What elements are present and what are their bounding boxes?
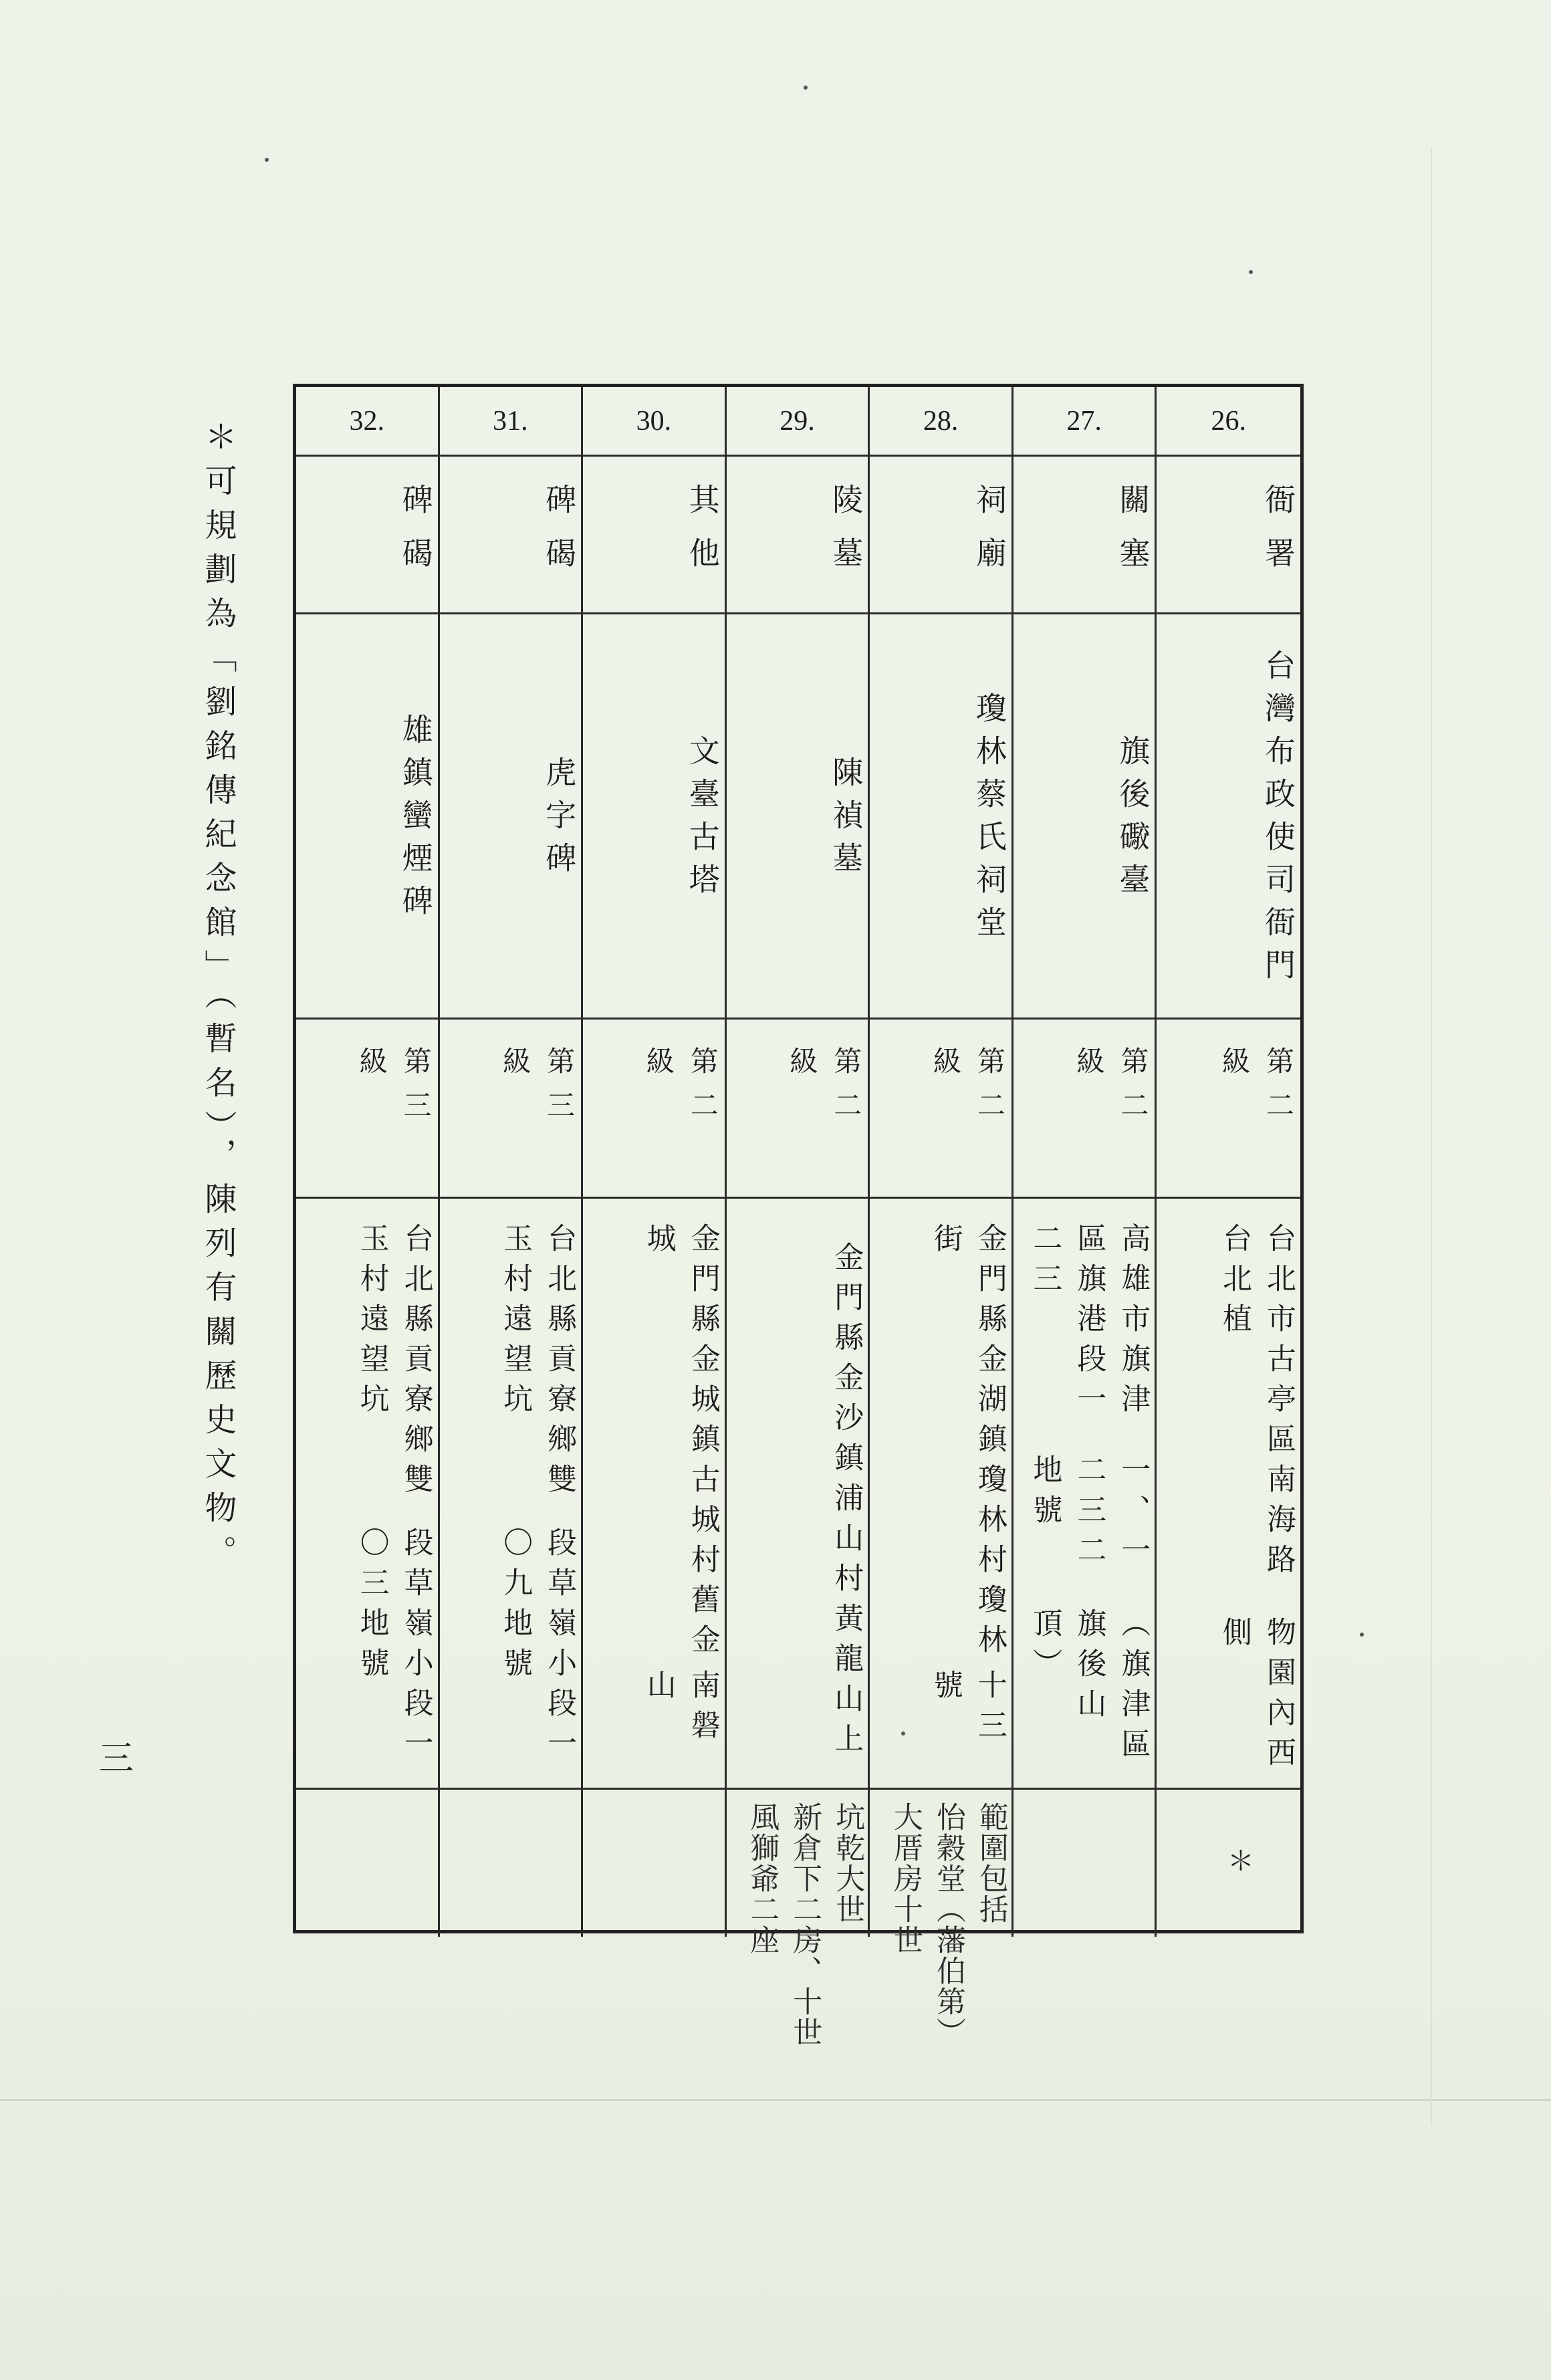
site-type-text: 陵墓 (828, 483, 864, 590)
address-line: （旗津區旗後山頂） (1028, 1607, 1151, 1768)
site-grade-text: 第三級 (355, 1046, 433, 1135)
site-address-29 (727, 1199, 870, 1790)
site-grade-28 (870, 1020, 1013, 1199)
site-type-text: 其他 (684, 483, 721, 590)
scan-speck (804, 86, 808, 90)
star-mark: ＊ (1227, 1846, 1254, 1877)
site-grade-29 (727, 1020, 870, 1199)
side-note: ＊可規劃為「劉銘傳紀念館」（暫名），陳列有關歷史文物。 (199, 420, 237, 1579)
site-address-30 (583, 1199, 727, 1790)
site-notes-29 (727, 1790, 870, 2048)
site-number-text: 26. (1211, 405, 1246, 437)
site-type-28 (870, 457, 1013, 614)
site-name-31 (440, 614, 584, 1020)
site-address-31 (440, 1199, 584, 1790)
site-address-32 (296, 1199, 440, 1790)
site-number-text: 31. (493, 405, 528, 437)
site-name-28 (870, 614, 1013, 1020)
site-address-28 (870, 1199, 1013, 1790)
address-line: 金門縣金沙鎮浦山村黃龍山 (829, 1241, 864, 1723)
site-name-text: 虎字碑 (541, 755, 578, 884)
site-number-29 (727, 387, 870, 457)
site-grade-text: 第二級 (1072, 1046, 1150, 1135)
site-type-32 (296, 457, 440, 614)
site-number-text: 27. (1066, 405, 1102, 437)
site-grade-26 (1157, 1020, 1300, 1199)
handwritten-note: 大厝房十世 (888, 1802, 923, 1955)
address-line: 台北縣貢寮鄉雙玉村遠望坑 (498, 1223, 577, 1504)
page-number: 三 (99, 1739, 134, 1779)
site-grade-27 (1013, 1020, 1157, 1199)
site-name-text: 瓊林蔡氏祠堂 (971, 691, 1007, 949)
address-line: 十三號 (928, 1669, 1007, 1750)
scan-edge-right (1431, 147, 1432, 2126)
site-address-26 (1157, 1199, 1300, 1790)
site-address-27 (1013, 1199, 1157, 1790)
site-number-30 (583, 387, 727, 457)
site-grade-30 (583, 1020, 727, 1199)
site-grade-text: 第二級 (786, 1046, 863, 1135)
address-line: 段草嶺小段一〇三地號 (354, 1527, 433, 1768)
address-line: 南磐山 (641, 1669, 720, 1750)
site-name-text: 旗後礮臺 (1114, 734, 1151, 906)
scan-speck (265, 158, 269, 162)
site-number-text: 30. (636, 405, 672, 437)
address-line: 高雄市旗津區旗港段一二三 (1028, 1223, 1151, 1423)
site-type-31 (440, 457, 584, 614)
address-line: 金門縣金城鎮古城村舊金城 (641, 1223, 720, 1664)
address-line: 一、一二三二地號 (1028, 1453, 1151, 1574)
site-type-30 (583, 457, 727, 614)
site-grade-32 (296, 1020, 440, 1199)
handwritten-note: 新倉下二房、十世 (788, 1802, 822, 2048)
site-name-text: 陳禎墓 (828, 755, 864, 884)
site-notes-31 (440, 1790, 584, 1937)
handwritten-note: 風獅爺二座 (745, 1802, 780, 1955)
address-line: 金門縣金湖鎮瓊林村瓊林街 (928, 1223, 1007, 1664)
site-number-text: 28. (923, 405, 959, 437)
scan-speck (1360, 1633, 1364, 1637)
site-notes-27 (1013, 1790, 1157, 1937)
handwritten-note: 範圍包括 (973, 1802, 1008, 1925)
site-notes-28 (870, 1790, 1013, 2048)
address-line: 上 (829, 1722, 864, 1763)
site-grade-31 (440, 1020, 584, 1199)
site-grade-text: 第二級 (642, 1046, 719, 1135)
site-type-text: 祠廟 (971, 483, 1007, 590)
scan-edge-line (0, 2099, 1551, 2101)
site-number-28 (870, 387, 1013, 457)
address-line: 段草嶺小段一〇九地號 (498, 1527, 577, 1768)
site-name-29 (727, 614, 870, 1020)
site-number-text: 32. (349, 405, 385, 437)
site-type-26 (1157, 457, 1300, 614)
site-grade-text: 第二級 (929, 1046, 1006, 1135)
heritage-site-table (293, 384, 1304, 2048)
site-type-29 (727, 457, 870, 614)
site-notes-30 (583, 1790, 727, 1937)
site-grade-text: 第三級 (499, 1046, 576, 1135)
site-name-text: 雄鎮蠻煙碑 (397, 713, 434, 927)
scan-speck (901, 1732, 905, 1736)
site-type-text: 碑碣 (397, 483, 434, 590)
address-line: 台北縣貢寮鄉雙玉村遠望坑 (354, 1223, 433, 1504)
handwritten-note: 怡穀堂（藩伯第） (931, 1802, 965, 2048)
site-type-text: 衙署 (1260, 483, 1296, 590)
site-number-31 (440, 387, 584, 457)
address-line: 台北市古亭區南海路台北植 (1217, 1223, 1296, 1584)
address-line: 物園內西側 (1217, 1617, 1296, 1778)
site-type-text: 關塞 (1114, 483, 1151, 590)
site-name-26 (1157, 614, 1300, 1020)
site-name-30 (583, 614, 727, 1020)
site-name-32 (296, 614, 440, 1020)
site-type-27 (1013, 457, 1157, 614)
site-name-text: 文臺古塔 (684, 734, 721, 906)
site-name-27 (1013, 614, 1157, 1020)
site-type-text: 碑碣 (541, 483, 578, 590)
site-name-text: 台灣布政使司衙門 (1260, 648, 1296, 991)
site-notes-32 (296, 1790, 440, 1937)
scan-speck (1249, 270, 1253, 274)
site-grade-text: 第二級 (1217, 1046, 1295, 1135)
site-number-27 (1013, 387, 1157, 457)
site-number-text: 29. (780, 405, 815, 437)
handwritten-note: 坑乾大世 (830, 1802, 865, 1925)
site-number-26 (1157, 387, 1300, 457)
site-number-32 (296, 387, 440, 457)
